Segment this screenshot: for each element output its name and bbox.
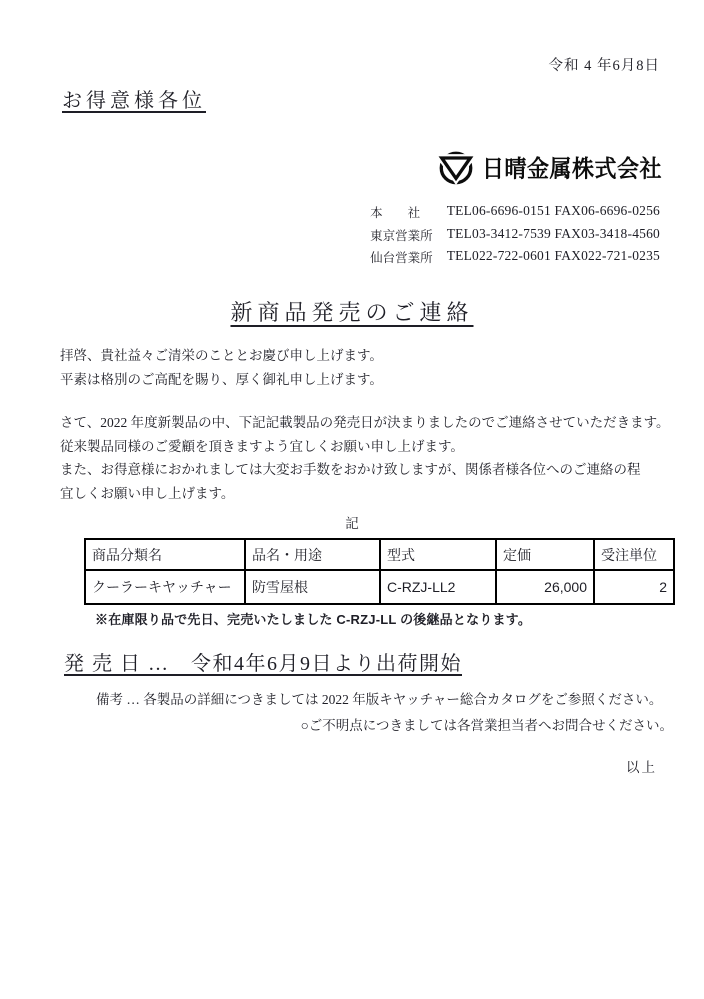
letter-title-text: 新商品発売のご連絡 bbox=[230, 300, 474, 325]
text-line: 拝啓、貴社益々ご清栄のこととお慶び申し上げます。 bbox=[60, 348, 383, 363]
table-header-price: 定価 bbox=[496, 539, 594, 570]
text-line: また、お得意様におかれましては大変お手数をおかけ致しますが、関係者様各位へのご連絡の程 bbox=[60, 462, 641, 477]
cell-product-name: 防雪屋根 bbox=[245, 570, 380, 604]
table-header-order-unit: 受注単位 bbox=[594, 539, 674, 570]
product-table bbox=[84, 538, 675, 605]
contact-label-sendai-office: 仙台営業所 bbox=[370, 251, 433, 265]
contact-label-tokyo-office: 東京営業所 bbox=[370, 228, 433, 243]
contact-tel-tokyo-office: TEL03-3412-7539 FAX03-3418-4560 bbox=[446, 225, 660, 241]
record-mark: 記 bbox=[345, 516, 359, 531]
letter-title bbox=[0, 296, 704, 327]
table-header-model: 型式 bbox=[380, 539, 496, 570]
text-line: 従来製品同様のご愛顧を頂きますよう宜しくお願い申し上げます。 bbox=[60, 438, 464, 454]
company-name: 日晴金属株式会社 bbox=[481, 154, 662, 182]
text-line: 宜しくお願い申し上げます。 bbox=[60, 485, 235, 501]
contact-tel-head-office: TEL06-6696-0151 FAX06-6696-0256 bbox=[446, 203, 660, 218]
table-row bbox=[85, 570, 674, 604]
company-header bbox=[437, 148, 662, 186]
letter-date: 令和 4 年6月8日 bbox=[548, 58, 660, 74]
successor-note: ※在庫限り品で先日、完売いたしました C-RZJ-LL の後継品となります。 bbox=[95, 612, 532, 627]
greeting-paragraph bbox=[60, 344, 383, 391]
cell-model: C-RZJ-LL2 bbox=[380, 570, 496, 604]
company-logo-icon bbox=[437, 148, 475, 186]
table-header-product-name: 品名・用途 bbox=[245, 539, 380, 570]
table-header-row bbox=[85, 539, 674, 570]
cell-order-unit: 2 bbox=[594, 570, 674, 604]
contact-tel-sendai-office: TEL022-722-0601 FAX022-721-0235 bbox=[446, 248, 660, 263]
cell-price: 26,000 bbox=[496, 570, 594, 604]
body-paragraph bbox=[60, 411, 670, 505]
closing-mark: 以上 bbox=[626, 760, 657, 775]
salutation: お得意様各位 bbox=[62, 90, 206, 112]
cell-product-category: クーラーキヤッチャー bbox=[85, 570, 245, 604]
remark-line: 備考 … 各製品の詳細につきましては 2022 年版キヤッチャー総合カタログをご参照ください。 bbox=[96, 692, 663, 707]
contact-info bbox=[370, 203, 660, 266]
inquiry-line: ○ご不明点につきましては各営業担当者へお問合せください。 bbox=[300, 718, 673, 733]
release-date-line: 発 売 日 … 令和4年6月9日より出荷開始 bbox=[64, 653, 462, 675]
table-header-product-category: 商品分類名 bbox=[85, 539, 245, 570]
text-line: さて、2022 年度新製品の中、下記記載製品の発売日が決まりましたのでご連絡させていただきます。 bbox=[60, 415, 670, 430]
contact-label-head-office: 本 社 bbox=[370, 206, 421, 220]
text-line: 平素は格別のご高配を賜り、厚く御礼申し上げます。 bbox=[60, 371, 383, 387]
